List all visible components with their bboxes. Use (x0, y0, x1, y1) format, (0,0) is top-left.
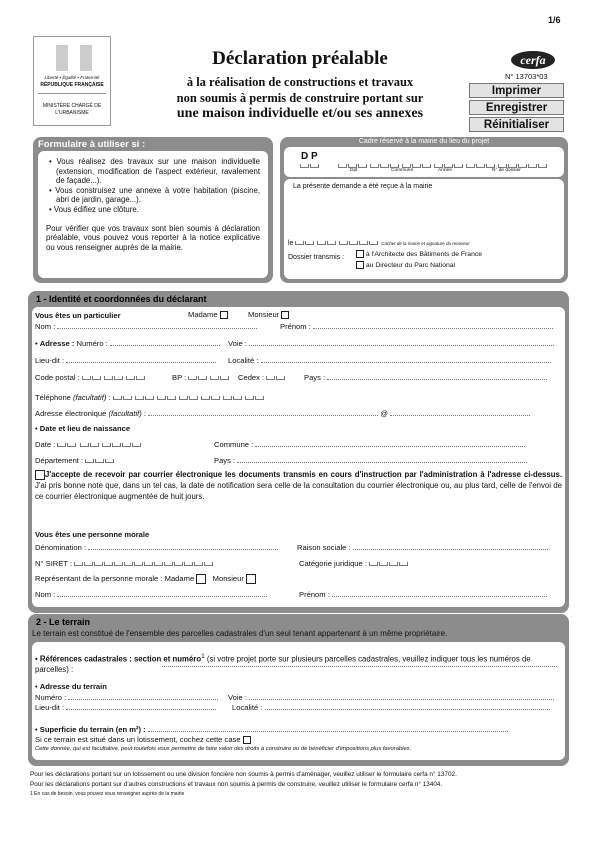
print-button[interactable]: Imprimer (469, 83, 564, 98)
section-1 (28, 291, 569, 613)
mairie-panel (280, 137, 568, 283)
siret-label: N° SIRET : (35, 559, 73, 568)
lotissement-note: Cette donnée, qui est facultative, peut toutefois vous permettre de faire valoir des droits à construire ou de bénéficier d'impositions plus favorables. (35, 746, 412, 752)
email-domain-input[interactable] (390, 415, 530, 416)
adresse-label: Adresse : (39, 339, 75, 348)
morale-label: Vous êtes une personne morale (35, 530, 150, 539)
terrain-localite-label: Localité : (232, 703, 263, 712)
at-sign: @ (380, 409, 388, 418)
section-2-desc: Le terrain est constitué de l'ensemble des parcelles cadastrales d'un seul tenant appartenant à un même propriétaire. (32, 629, 448, 638)
repr-monsieur-label: Monsieur (212, 574, 244, 583)
tel-label: Téléphone (35, 393, 71, 402)
siret-input[interactable] (74, 559, 214, 568)
accept-email-label: J'accepte de recevoir par courrier électronique les documents transmis en cours d'instruction par l'administration à l'adresse ci-dessus. (45, 470, 562, 479)
madame-label: Madame (188, 310, 218, 319)
categorie-input[interactable] (369, 559, 409, 568)
footer-note-3: 1 En cas de besoin, vous pouvez vous renseigner auprès de la mairie (30, 791, 185, 797)
footer-note-1: Pour les déclarations portant sur un lotissement ou une division foncière non soumis à permis d'aménager, veuillez utiliser le formulaire cerfa n° 13702. (30, 771, 457, 778)
lotissement-label: Si ce terrain est situé dans un lotissement, cochez cette case (35, 735, 241, 744)
email-user-input[interactable] (148, 415, 378, 416)
terrain-localite-input[interactable] (265, 709, 550, 710)
repr-label: Représentant de la personne morale : (35, 574, 163, 583)
subtitle-1: à la réalisation de constructions et travaux (186, 75, 414, 89)
parc-label: au Directeur du Parc National (365, 261, 456, 269)
le-label: le (288, 240, 294, 247)
dpt-label: Dpt (350, 168, 358, 173)
terrain-lieudit-label: Lieu-dit : (35, 703, 65, 712)
terrain-adresse-label: Adresse du terrain (39, 682, 107, 691)
page-number: 1/6 (548, 15, 561, 25)
annee-label: Année (438, 168, 452, 173)
naissance-label: Date et lieu de naissance (39, 424, 131, 433)
date-label: Date : (35, 440, 56, 449)
naiss-commune-input[interactable] (255, 446, 525, 447)
voie-label: Voie : (228, 339, 247, 348)
pays-input[interactable] (327, 379, 547, 380)
terrain-numero-label: Numéro : (35, 693, 67, 702)
marianne-icon (56, 45, 92, 71)
voie-input[interactable] (249, 345, 554, 346)
repr-nom-input[interactable] (57, 596, 267, 597)
terrain-voie-label: Voie : (228, 693, 247, 702)
raison-label: Raison sociale : (297, 543, 351, 552)
monsieur-label: Monsieur (248, 310, 280, 319)
nom-input[interactable] (57, 328, 257, 329)
repr-madame-label: Madame (164, 574, 195, 583)
cp-input[interactable] (82, 373, 146, 382)
dept-input[interactable] (85, 456, 115, 465)
localite-label: Localité : (228, 356, 259, 365)
formulaire-bullet-3: Vous édifiez une clôture. (53, 204, 139, 214)
email-label: Adresse électronique (35, 409, 107, 418)
recue-text: La présente demande a été reçue à la mairie (293, 183, 433, 190)
terrain-numero-input[interactable] (68, 699, 218, 700)
formulaire-note: Pour vérifier que vos travaux sont bien soumis à déclaration préalable, vous pouvez vous reporter à la notice explicative ou vous renseigner auprès de la mairie. (46, 223, 260, 252)
superficie-input[interactable] (148, 731, 508, 732)
save-button[interactable]: Enregistrer (469, 100, 564, 115)
accept-email-note: J'ai pris bonne note que, dans un tel cas, la date de notification sera celle de la consultation du courrier électronique ou, au plus tard, celle de l'envoi de ce courrier électronique augmentée de huit jours. (35, 481, 562, 501)
tel-facultatif: (facultatif) (73, 393, 107, 402)
formulaire-panel: Formulaire à utiliser si : • Vous réalisez des travaux sur une maison individuelle (extension, modification de l'aspect extérieur, ravalement de façade...). • Vous construisez une annexe à votre habitation (piscine, abri de jardin, garage...). • Vous édifiez une clôture. Pour vérifier que vos travaux sont bien soumis à déclaration préalable, vous pouvez vous reporter à la notice explicative ou vous renseigner auprès de la mairie. (33, 137, 273, 283)
localite-input[interactable] (261, 362, 551, 363)
subtitle-3: une maison individuelle et/ou ses annexes (176, 106, 424, 121)
logo-motto: Liberté • Égalité • Fraternité (44, 75, 100, 80)
numero-input[interactable] (110, 345, 220, 346)
denom-input[interactable] (88, 549, 278, 550)
particulier-label: Vous êtes un particulier (35, 311, 121, 320)
logo-republic: RÉPUBLIQUE FRANÇAISE (40, 82, 104, 88)
email-facultatif: (facultatif) (108, 409, 142, 418)
dossier-label: N° de dossier (492, 168, 521, 173)
terrain-lieudit-input[interactable] (66, 709, 216, 710)
abf-checkbox[interactable] (356, 250, 364, 258)
section-2-title: 2 - Le terrain (36, 617, 91, 627)
naiss-pays-label: Pays : (214, 456, 236, 465)
accept-email-checkbox[interactable] (35, 470, 45, 480)
categorie-label: Catégorie juridique : (299, 559, 367, 568)
cedex-label: Cedex : (238, 373, 265, 382)
particulier-box: Vous êtes un particulier Madame Monsieur Nom : Prénom : • Adresse : Numéro : Voie : Lieu-dit : Localité : Code postal : BP : Cedex : Pays : Téléphone (facultatif) : Adresse électronique (facultatif) : @ • Date et lieu de naissance Date : Commune : Département : Pays : J'accepte de recevoir par courrier électronique les documents transmis en cours d'instruction par l'administration à l'adresse ci-dessus. J'ai pris bonne note que, dans un tel cas, la date de notification sera celle de la consultation du courrier électronique ou, au plus tard, celle de l'envoi de ce courrier électronique augmentée de huit jours. (32, 307, 565, 534)
formulaire-heading: Formulaire à utiliser si : (38, 139, 146, 150)
cedex-input[interactable] (266, 373, 286, 382)
prenom-input[interactable] (313, 328, 553, 329)
monsieur-checkbox[interactable] (281, 311, 289, 319)
abf-label: à l'Architecte des Bâtiments de France (365, 250, 483, 258)
cp-label: Code postal : (35, 373, 80, 382)
section-2: 2 - Le terrain Le terrain est constitué de l'ensemble des parcelles cadastrales d'un seul tenant appartenant à un même propriétaire. • Références cadastrales : section et numéro$^1$ (si votre projet porte sur plusieurs parcelles cadastrales, veuillez indiquer tous les numéros de parcelles) : • Adresse du terrain Numéro : Voie : Lieu-dit : Localité : • Superficie du terrain (en m²) : Si ce terrain est situé dans un lotissement, cochez cette case Cette donnée, qui est facultative, peut toutefois vous permettre de faire valoir des droits à construire ou de bénéficier d'impositions plus favorables. (28, 614, 569, 766)
naiss-commune-label: Commune : (214, 440, 254, 449)
commune-label: Commune (391, 168, 414, 173)
morale-box (32, 524, 565, 607)
terrain-voie-input[interactable] (249, 699, 554, 700)
logo-ministry: MINISTÈRE CHARGÉ DE L'URBANISME (42, 103, 102, 116)
transmis-label: Dossier transmis : (288, 254, 345, 261)
date-input[interactable] (57, 440, 141, 449)
cerfa-number: N° 13703*03 (505, 72, 548, 81)
ref-footnote-mark: 1 (201, 653, 205, 660)
lieudit-input[interactable] (66, 362, 216, 363)
formulaire-bullet-2: Vous construisez une annexe à votre habitation (piscine, abri de jardin, garage...). (55, 185, 260, 205)
footer-note-2: Pour les déclarations portant sur d'autres constructions et travaux non soumis à permis de construire, veuillez utiliser le formulaire cerfa n° 13404. (30, 781, 443, 788)
lotissement-checkbox[interactable] (243, 736, 251, 744)
cachet-label: Cachet de la mairie et signature du receveur (381, 241, 470, 246)
ref-input[interactable] (162, 666, 557, 667)
naiss-pays-input[interactable] (237, 462, 527, 463)
section-1-title: 1 - Identité et coordonnées du déclarant (36, 294, 207, 304)
mairie-heading: Cadre réservé à la mairie du lieu du projet (358, 138, 490, 145)
dp-label: D P (301, 151, 318, 162)
madame-checkbox[interactable] (220, 311, 228, 319)
superficie-label: Superficie du terrain (en m²) : (39, 725, 146, 734)
repr-madame-checkbox[interactable] (196, 574, 206, 584)
numero-label: Numéro : (76, 339, 108, 348)
parc-checkbox[interactable] (356, 261, 364, 269)
lieudit-label: Lieu-dit : (35, 356, 65, 365)
bp-label: BP : (172, 373, 187, 382)
formulaire-bullet-1: Vous réalisez des travaux sur une maison individuelle (extension, modification de l'aspect extérieur, ravalement de façade...). (56, 157, 260, 186)
republic-logo (33, 36, 111, 126)
repr-prenom-label: Prénom : (299, 590, 330, 599)
repr-prenom-input[interactable] (332, 596, 547, 597)
repr-monsieur-checkbox[interactable] (246, 574, 256, 584)
page-title: Déclaration préalable (212, 48, 388, 69)
tel-input[interactable] (113, 393, 266, 402)
ref-label: Références cadastrales : section et numéro (39, 654, 202, 664)
dept-label: Département : (35, 456, 84, 465)
reset-button[interactable]: Réinitialiser (469, 117, 564, 132)
denom-label: Dénomination : (35, 543, 87, 552)
repr-nom-label: Nom : (35, 590, 56, 599)
cerfa-logo: cerfa (511, 51, 555, 69)
prenom-label: Prénom : (280, 322, 311, 331)
raison-input[interactable] (353, 549, 548, 550)
ref-note: (si votre projet porte sur plusieurs parcelles cadastrales, veuillez indiquer tous les numéros de parcelles) : (35, 654, 531, 674)
bp-input[interactable] (188, 373, 230, 382)
subtitle-2: non soumis à permis de construire portant sur (176, 91, 424, 105)
nom-label: Nom : (35, 322, 56, 331)
pays-label: Pays : (304, 373, 326, 382)
